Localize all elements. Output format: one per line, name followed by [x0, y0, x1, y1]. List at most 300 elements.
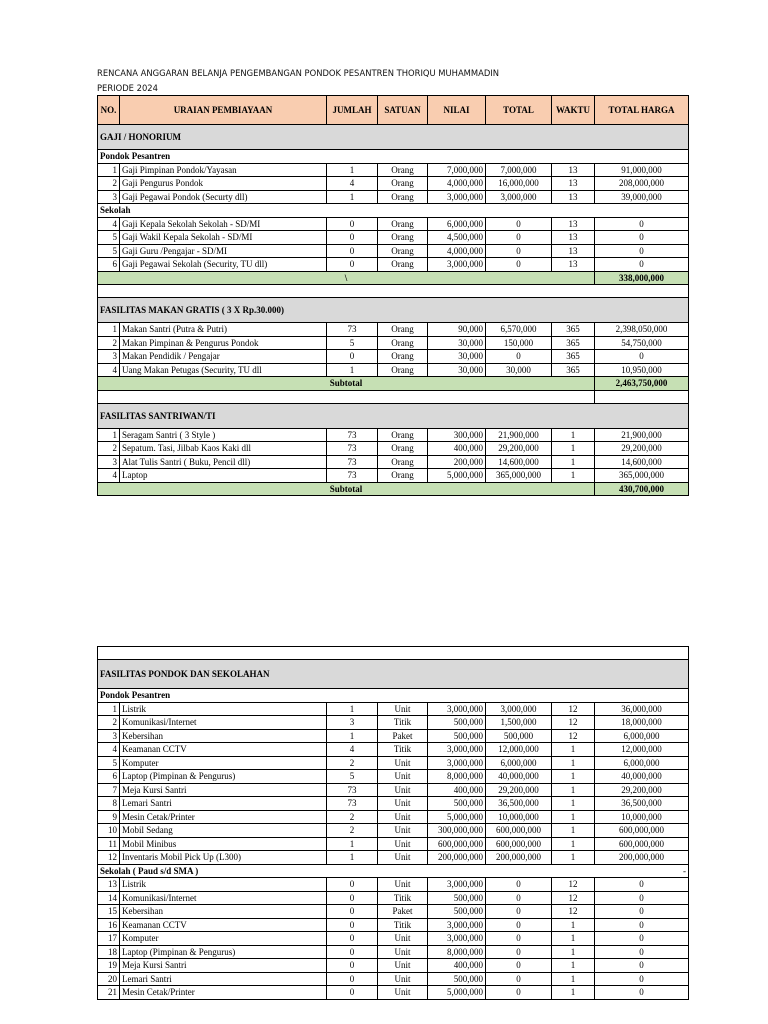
cell-nilai: 5,000,000 [428, 469, 486, 483]
cell-waktu: 1 [552, 851, 595, 865]
cell-total-harga: 0 [595, 350, 689, 364]
cell-no: 4 [98, 469, 120, 483]
cell-uraian: Gaji Guru /Pengajar - SD/MI [120, 244, 327, 258]
cell-jumlah: 0 [327, 891, 378, 905]
table-row [98, 323, 689, 337]
cell-jumlah: 4 [327, 743, 378, 757]
cell-no: 19 [98, 959, 120, 973]
cell-satuan: Titik [378, 918, 428, 932]
table-row [98, 797, 689, 811]
table-row [98, 442, 689, 456]
cell-jumlah: 0 [327, 986, 378, 1000]
cell-total: 200,000,000 [486, 851, 552, 865]
cell-total-harga: 10,000,000 [595, 810, 689, 824]
cell-jumlah: 3 [327, 716, 378, 730]
cell-total: 29,200,000 [486, 442, 552, 456]
cell-uraian: Listrik [120, 878, 327, 892]
table-row [98, 190, 689, 204]
cell-uraian: Makan Santri (Putra & Putri) [120, 323, 327, 337]
cell-no: 13 [98, 878, 120, 892]
cell-total: 40,000,000 [486, 770, 552, 784]
cell-waktu: 12 [552, 716, 595, 730]
cell-nilai: 30,000 [428, 336, 486, 350]
cell-no: 21 [98, 986, 120, 1000]
cell-waktu: 1 [552, 959, 595, 973]
cell-satuan: Unit [378, 756, 428, 770]
cell-jumlah: 0 [327, 932, 378, 946]
cell-nilai: 6,000,000 [428, 217, 486, 231]
section-santri [98, 403, 689, 428]
cell-satuan: Orang [378, 217, 428, 231]
cell-uraian: Mobil Sedang [120, 824, 327, 838]
cell-total-harga: 0 [595, 986, 689, 1000]
cell-total: 0 [486, 959, 552, 973]
cell-total: 0 [486, 244, 552, 258]
cell-uraian: Komunikasi/Internet [120, 891, 327, 905]
cell-total: 14,600,000 [486, 455, 552, 469]
cell-jumlah: 2 [327, 810, 378, 824]
table-row [98, 959, 689, 973]
cell-jumlah: 73 [327, 469, 378, 483]
cell-uraian: Gaji Pengurus Pondok [120, 177, 327, 191]
cell-no: 18 [98, 945, 120, 959]
cell-no: 5 [98, 756, 120, 770]
cell-waktu: 13 [552, 217, 595, 231]
cell-uraian: Inventaris Mobil Pick Up (L300) [120, 851, 327, 865]
cell-total-harga: 2,398,050,000 [595, 323, 689, 337]
cell-no: 4 [98, 217, 120, 231]
cell-nilai: 5,000,000 [428, 810, 486, 824]
cell-nilai: 500,000 [428, 797, 486, 811]
cell-no: 4 [98, 743, 120, 757]
cell-satuan: Unit [378, 945, 428, 959]
cell-satuan: Titik [378, 716, 428, 730]
section-makan [98, 298, 689, 323]
subtotal-value: 2,463,750,000 [595, 377, 689, 391]
group-dash: - [595, 864, 689, 878]
cell-total-harga: 0 [595, 217, 689, 231]
section-gaji [98, 125, 689, 150]
cell-no: 1 [98, 323, 120, 337]
cell-total-harga: 0 [595, 258, 689, 272]
cell-total-harga: 0 [595, 244, 689, 258]
cell-jumlah: 0 [327, 972, 378, 986]
cell-waktu: 1 [552, 756, 595, 770]
cell-no: 17 [98, 932, 120, 946]
cell-total: 12,000,000 [486, 743, 552, 757]
cell-uraian: Sepatum. Tasi, Jilbab Kaos Kaki dll [120, 442, 327, 456]
cell-jumlah: 73 [327, 428, 378, 442]
cell-uraian: Komunikasi/Internet [120, 716, 327, 730]
cell-waktu: 13 [552, 177, 595, 191]
header-total-harga: TOTAL HARGA [595, 96, 689, 125]
subtotal-label: \ [98, 271, 595, 285]
cell-uraian: Gaji Pimpinan Pondok/Yayasan [120, 163, 327, 177]
cell-nilai: 200,000 [428, 455, 486, 469]
cell-total-harga: 29,200,000 [595, 783, 689, 797]
cell-satuan: Orang [378, 469, 428, 483]
cell-no: 4 [98, 363, 120, 377]
cell-total-harga: 365,000,000 [595, 469, 689, 483]
cell-jumlah: 73 [327, 442, 378, 456]
cell-jumlah: 1 [327, 702, 378, 716]
cell-nilai: 200,000,000 [428, 851, 486, 865]
cell-total: 21,900,000 [486, 428, 552, 442]
table-row [98, 743, 689, 757]
cell-satuan: Unit [378, 783, 428, 797]
table-row [98, 363, 689, 377]
cell-waktu: 1 [552, 770, 595, 784]
group-title: Pondok Pesantren [98, 689, 689, 703]
table-row [98, 163, 689, 177]
table-row [98, 824, 689, 838]
cell-jumlah: 0 [327, 905, 378, 919]
cell-uraian: Kebersihan [120, 905, 327, 919]
cell-uraian: Makan Pimpinan & Pengurus Pondok [120, 336, 327, 350]
cell-satuan: Orang [378, 258, 428, 272]
table-row [98, 336, 689, 350]
cell-total-harga: 21,900,000 [595, 428, 689, 442]
cell-total: 0 [486, 932, 552, 946]
table-row [98, 918, 689, 932]
cell-nilai: 3,000,000 [428, 878, 486, 892]
table-row [98, 469, 689, 483]
cell-total: 0 [486, 217, 552, 231]
cell-jumlah: 1 [327, 729, 378, 743]
cell-waktu: 1 [552, 932, 595, 946]
cell-nilai: 500,000 [428, 729, 486, 743]
cell-no: 6 [98, 770, 120, 784]
cell-no: 15 [98, 905, 120, 919]
cell-waktu: 13 [552, 258, 595, 272]
cell-jumlah: 1 [327, 837, 378, 851]
cell-satuan: Orang [378, 350, 428, 364]
cell-nilai: 30,000 [428, 363, 486, 377]
cell-no: 1 [98, 702, 120, 716]
table-row [98, 428, 689, 442]
cell-nilai: 500,000 [428, 972, 486, 986]
cell-waktu: 13 [552, 163, 595, 177]
cell-satuan: Unit [378, 824, 428, 838]
cell-total: 0 [486, 231, 552, 245]
cell-satuan: Orang [378, 244, 428, 258]
cell-jumlah: 73 [327, 455, 378, 469]
table-row [98, 972, 689, 986]
cell-satuan: Titik [378, 891, 428, 905]
cell-total: 500,000 [486, 729, 552, 743]
group-title: Pondok Pesantren [98, 150, 689, 164]
blank-row [98, 647, 689, 660]
header-satuan: SATUAN [378, 96, 428, 125]
cell-jumlah: 1 [327, 851, 378, 865]
cell-total: 6,000,000 [486, 756, 552, 770]
document-title: RENCANA ANGGARAN BELANJA PENGEMBANGAN PONDOK PESANTREN THORIQU MUHAMMADIN [97, 68, 500, 78]
cell-total-harga: 600,000,000 [595, 824, 689, 838]
cell-total-harga: 200,000,000 [595, 851, 689, 865]
table-row [98, 891, 689, 905]
cell-total-harga: 36,500,000 [595, 797, 689, 811]
subtotal-row-gaji [98, 271, 689, 285]
cell-waktu: 1 [552, 442, 595, 456]
cell-waktu: 13 [552, 244, 595, 258]
table-row [98, 945, 689, 959]
cell-waktu: 1 [552, 945, 595, 959]
cell-total: 0 [486, 891, 552, 905]
cell-jumlah: 0 [327, 959, 378, 973]
cell-total: 0 [486, 905, 552, 919]
cell-nilai: 5,000,000 [428, 986, 486, 1000]
cell-satuan: Paket [378, 905, 428, 919]
cell-satuan: Orang [378, 231, 428, 245]
cell-satuan: Orang [378, 190, 428, 204]
cell-waktu: 1 [552, 428, 595, 442]
group-sekolah [98, 204, 689, 218]
cell-no: 1 [98, 163, 120, 177]
cell-uraian: Mesin Cetak/Printer [120, 810, 327, 824]
cell-no: 11 [98, 837, 120, 851]
cell-total: 365,000,000 [486, 469, 552, 483]
cell-total: 16,000,000 [486, 177, 552, 191]
cell-satuan: Unit [378, 837, 428, 851]
cell-no: 5 [98, 231, 120, 245]
cell-nilai: 4,500,000 [428, 231, 486, 245]
cell-total: 10,000,000 [486, 810, 552, 824]
cell-no: 3 [98, 190, 120, 204]
cell-nilai: 4,000,000 [428, 244, 486, 258]
cell-satuan: Orang [378, 336, 428, 350]
cell-uraian: Makan Pendidik / Pengajar [120, 350, 327, 364]
cell-jumlah: 0 [327, 918, 378, 932]
cell-jumlah: 5 [327, 336, 378, 350]
cell-jumlah: 73 [327, 797, 378, 811]
cell-uraian: Lemari Santri [120, 797, 327, 811]
cell-waktu: 1 [552, 743, 595, 757]
table-row [98, 350, 689, 364]
cell-waktu: 1 [552, 469, 595, 483]
cell-total-harga: 36,000,000 [595, 702, 689, 716]
cell-total: 0 [486, 258, 552, 272]
cell-waktu: 13 [552, 231, 595, 245]
cell-total: 0 [486, 945, 552, 959]
cell-nilai: 400,000 [428, 442, 486, 456]
subtotal-value: 430,700,000 [595, 482, 689, 496]
cell-total-harga: 0 [595, 959, 689, 973]
cell-waktu: 1 [552, 783, 595, 797]
cell-uraian: Keamanan CCTV [120, 918, 327, 932]
cell-total-harga: 54,750,000 [595, 336, 689, 350]
cell-jumlah: 1 [327, 190, 378, 204]
cell-no: 20 [98, 972, 120, 986]
cell-waktu: 1 [552, 797, 595, 811]
cell-total: 600,000,000 [486, 824, 552, 838]
cell-uraian: Keamanan CCTV [120, 743, 327, 757]
cell-satuan: Unit [378, 932, 428, 946]
cell-nilai: 8,000,000 [428, 770, 486, 784]
cell-nilai: 7,000,000 [428, 163, 486, 177]
cell-total-harga: 10,950,000 [595, 363, 689, 377]
cell-satuan: Orang [378, 177, 428, 191]
group-pondok [98, 150, 689, 164]
cell-uraian: Laptop (Pimpinan & Pengurus) [120, 770, 327, 784]
cell-total: 29,200,000 [486, 783, 552, 797]
cell-total: 30,000 [486, 363, 552, 377]
table-row [98, 932, 689, 946]
cell-jumlah: 0 [327, 258, 378, 272]
cell-satuan: Orang [378, 363, 428, 377]
cell-total: 7,000,000 [486, 163, 552, 177]
cell-uraian: Mobil Minibus [120, 837, 327, 851]
cell-no: 2 [98, 177, 120, 191]
cell-nilai: 3,000,000 [428, 190, 486, 204]
cell-uraian: Gaji Wakil Kepala Sekolah - SD/MI [120, 231, 327, 245]
header-nilai: NILAI [428, 96, 486, 125]
cell-total: 1,500,000 [486, 716, 552, 730]
cell-no: 6 [98, 258, 120, 272]
cell-total: 600,000,000 [486, 837, 552, 851]
cell-nilai: 4,000,000 [428, 177, 486, 191]
cell-jumlah: 0 [327, 231, 378, 245]
table-row [98, 702, 689, 716]
cell-no: 9 [98, 810, 120, 824]
cell-jumlah: 2 [327, 756, 378, 770]
cell-jumlah: 0 [327, 350, 378, 364]
cell-no: 2 [98, 336, 120, 350]
cell-satuan: Unit [378, 878, 428, 892]
cell-waktu: 1 [552, 824, 595, 838]
cell-total: 3,000,000 [486, 190, 552, 204]
cell-waktu: 1 [552, 986, 595, 1000]
cell-waktu: 13 [552, 190, 595, 204]
cell-no: 3 [98, 729, 120, 743]
cell-uraian: Mesin Cetak/Printer [120, 986, 327, 1000]
cell-no: 1 [98, 428, 120, 442]
cell-satuan: Orang [378, 442, 428, 456]
cell-satuan: Orang [378, 163, 428, 177]
table-row [98, 810, 689, 824]
cell-nilai: 8,000,000 [428, 945, 486, 959]
cell-no: 5 [98, 244, 120, 258]
cell-satuan: Unit [378, 972, 428, 986]
cell-jumlah: 0 [327, 878, 378, 892]
cell-total-harga: 91,000,000 [595, 163, 689, 177]
budget-table-page-2 [97, 646, 689, 1000]
cell-uraian: Komputer [120, 932, 327, 946]
cell-nilai: 3,000,000 [428, 932, 486, 946]
table-row [98, 837, 689, 851]
cell-satuan: Paket [378, 729, 428, 743]
cell-waktu: 12 [552, 891, 595, 905]
section-title: FASILITAS MAKAN GRATIS ( 3 X Rp.30.000) [98, 298, 689, 323]
cell-satuan: Unit [378, 810, 428, 824]
cell-total-harga: 0 [595, 945, 689, 959]
cell-jumlah: 4 [327, 177, 378, 191]
cell-nilai: 30,000 [428, 350, 486, 364]
blank-row [98, 285, 689, 298]
cell-jumlah: 5 [327, 770, 378, 784]
cell-total-harga: 6,000,000 [595, 756, 689, 770]
cell-nilai: 3,000,000 [428, 258, 486, 272]
cell-jumlah: 73 [327, 783, 378, 797]
cell-no: 10 [98, 824, 120, 838]
header-uraian: URAIAN PEMBIAYAAN [120, 96, 327, 125]
cell-total-harga: 0 [595, 905, 689, 919]
cell-waktu: 1 [552, 837, 595, 851]
table-row [98, 716, 689, 730]
subtotal-value: 338,000,000 [595, 271, 689, 285]
cell-total-harga: 0 [595, 231, 689, 245]
cell-nilai: 300,000 [428, 428, 486, 442]
cell-jumlah: 2 [327, 824, 378, 838]
section-fasilitas [98, 660, 689, 689]
cell-satuan: Unit [378, 959, 428, 973]
cell-total-harga: 0 [595, 891, 689, 905]
cell-waktu: 12 [552, 878, 595, 892]
cell-waktu: 1 [552, 810, 595, 824]
cell-nilai: 3,000,000 [428, 743, 486, 757]
table-row [98, 986, 689, 1000]
cell-satuan: Unit [378, 986, 428, 1000]
cell-jumlah: 0 [327, 244, 378, 258]
cell-total-harga: 40,000,000 [595, 770, 689, 784]
cell-uraian: Laptop (Pimpinan & Pengurus) [120, 945, 327, 959]
cell-nilai: 600,000,000 [428, 837, 486, 851]
cell-no: 3 [98, 350, 120, 364]
cell-nilai: 90,000 [428, 323, 486, 337]
cell-total-harga: 0 [595, 918, 689, 932]
cell-satuan: Orang [378, 455, 428, 469]
cell-total: 150,000 [486, 336, 552, 350]
subtotal-label: Subtotal [98, 377, 595, 391]
table-row [98, 851, 689, 865]
cell-no: 2 [98, 442, 120, 456]
cell-nilai: 500,000 [428, 716, 486, 730]
cell-total-harga: 208,000,000 [595, 177, 689, 191]
cell-nilai: 300,000,000 [428, 824, 486, 838]
header-jumlah: JUMLAH [327, 96, 378, 125]
table-row [98, 729, 689, 743]
cell-total: 0 [486, 918, 552, 932]
group-sekolah [98, 864, 689, 878]
section-title: FASILITAS SANTRIWAN/TI [98, 403, 689, 428]
group-pondok [98, 689, 689, 703]
table-row [98, 217, 689, 231]
header-no: NO. [98, 96, 120, 125]
cell-satuan: Unit [378, 797, 428, 811]
cell-waktu: 365 [552, 336, 595, 350]
cell-nilai: 3,000,000 [428, 756, 486, 770]
cell-nilai: 400,000 [428, 959, 486, 973]
cell-jumlah: 1 [327, 363, 378, 377]
cell-satuan: Unit [378, 770, 428, 784]
cell-waktu: 365 [552, 350, 595, 364]
cell-satuan: Titik [378, 743, 428, 757]
table-row [98, 244, 689, 258]
cell-no: 16 [98, 918, 120, 932]
cell-uraian: Listrik [120, 702, 327, 716]
cell-nilai: 500,000 [428, 905, 486, 919]
cell-total-harga: 29,200,000 [595, 442, 689, 456]
cell-satuan: Orang [378, 323, 428, 337]
cell-uraian: Seragam Santri ( 3 Style ) [120, 428, 327, 442]
cell-nilai: 3,000,000 [428, 702, 486, 716]
table-row [98, 177, 689, 191]
cell-jumlah: 73 [327, 323, 378, 337]
section-title: GAJI / HONORIUM [98, 125, 689, 150]
cell-uraian: Gaji Kepala Sekolah Sekolah - SD/MI [120, 217, 327, 231]
table-row [98, 905, 689, 919]
cell-uraian: Gaji Pegawai Pondok (Securty dll) [120, 190, 327, 204]
table-row [98, 455, 689, 469]
